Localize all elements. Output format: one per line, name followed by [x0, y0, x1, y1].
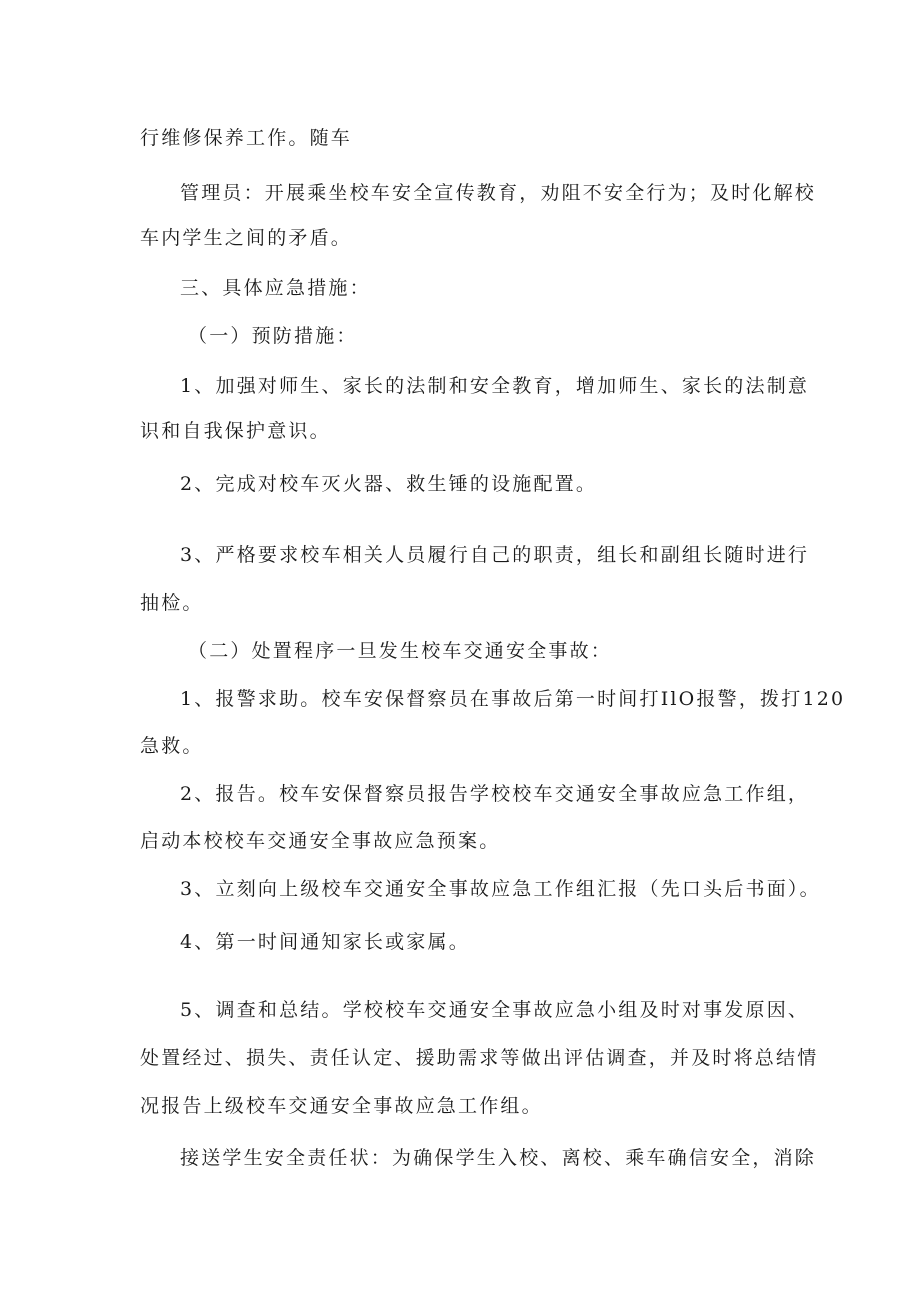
- section-heading: 三、具体应急措施：: [180, 277, 371, 299]
- text-line: 车内学生之间的矛盾。: [140, 227, 353, 249]
- text-line: 1、加强对师生、家长的法制和安全教育，增加师生、家长的法制意: [180, 375, 810, 397]
- text-line: 2、报告。校车安保督察员报告学校校车交通安全事故应急工作组，: [180, 783, 810, 805]
- text-line: 处置经过、损失、责任认定、援助需求等做出评估调查，并及时将总结情: [140, 1047, 819, 1069]
- text-line: 3、立刻向上级校车交通安全事故应急工作组汇报（先口头后书面）。: [180, 878, 821, 900]
- text-line: 5、调查和总结。学校校车交通安全事故应急小组及时对事发原因、: [180, 999, 810, 1021]
- text-line: 识和自我保护意识。: [140, 420, 331, 442]
- text-line: 3、严格要求校车相关人员履行自己的职责，组长和副组长随时进行: [180, 544, 810, 566]
- text-line: 行维修保养工作。随车: [140, 127, 353, 149]
- text-line: 4、第一时间通知家长或家属。: [180, 931, 470, 953]
- subsection-heading: （一）预防措施：: [188, 325, 358, 347]
- text-line: 接送学生安全责任状：为确保学生入校、离校、乘车确信安全，消除: [180, 1147, 817, 1169]
- text-line: 启动本校校车交通安全事故应急预案。: [140, 830, 501, 852]
- text-line: 1、报警求助。校车安保督察员在事故后第一时间打IlO报警，拨打120: [180, 688, 846, 710]
- text-line: 况报告上级校车交通安全事故应急工作组。: [140, 1095, 543, 1117]
- text-line: 2、完成对校车灭火器、救生锤的设施配置。: [180, 473, 598, 495]
- text-line: 急救。: [140, 735, 204, 757]
- text-line: 管理员：开展乘坐校车安全宣传教育，劝阻不安全行为；及时化解校: [180, 182, 817, 204]
- subsection-heading: （二）处置程序一旦发生校车交通安全事故：: [188, 640, 613, 662]
- text-line: 抽检。: [140, 592, 204, 614]
